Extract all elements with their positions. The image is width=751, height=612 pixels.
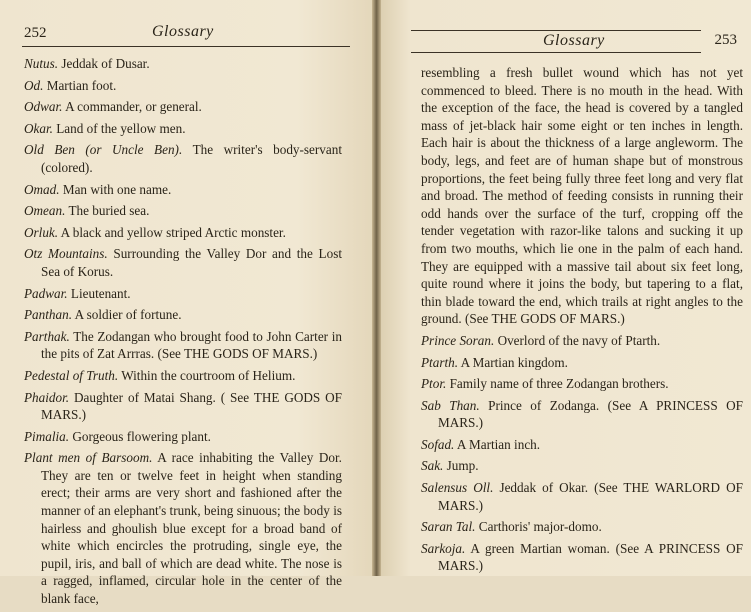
glossary-entry-continuation — [421, 64, 743, 328]
entry-term: Okar. — [24, 120, 53, 136]
entry-term: Phaidor. — [24, 389, 70, 405]
glossary-entry — [24, 98, 342, 116]
entry-term: Sarkoja. — [421, 540, 466, 556]
right-page-header — [415, 22, 737, 49]
glossary-entry — [421, 540, 743, 575]
entry-reference: (See A PRINCESS OF MARS.) — [438, 397, 743, 431]
entry-term: Saran Tal. — [421, 519, 476, 535]
entry-definition: resembling a fresh bullet wound which has not yet commenced to bleed. There is no mouth in the head. With the exception of the face, the head is covered by a tangled mass of jet-black hair some eight or ten inches in length. Each hair is about the thickness of a large angleworm. The body, legs, and feet are of human shape but of monstrous proportions, the feet being fully three feet long and very flat and broad. The method of feeding consists in running their odd hands over the surface of the turf, cropping off the tender vegetation with razor-like talons and sucking it up from two mouths, which lie one in the palm of each hand. They are equipped with a massive tail about six feet long, quite round where it joins the body, but tapering to a flat, thin blade toward the end, which trails at right angles to the ground. — [421, 65, 743, 327]
entry-definition: Land of the yellow men. — [56, 120, 186, 136]
entry-definition: Daughter of Matai Shang. — [73, 389, 216, 405]
glossary-entry — [421, 457, 743, 475]
entry-term: Omean. — [24, 203, 66, 219]
glossary-entry — [421, 518, 743, 536]
glossary-entry — [24, 285, 342, 303]
right-entries — [421, 64, 743, 579]
entry-term: Sofad. — [421, 436, 455, 452]
glossary-entry — [421, 479, 743, 514]
entry-term: Omad. — [24, 181, 60, 197]
entry-definition: Jump. — [446, 458, 479, 474]
entry-definition: A race inhabiting the Valley Dor. They are ten or twelve feet in height when standing erect; their arms are very short and fashioned after the manner of an elephant's trunk, being sinuous; the body is hairless and ghoulish blue except for a broad band of white which encircles the protruding, single eye, the pupil, iris, and ball of which are dead white. The nose is a ragged, inflamed, circular hole in the center of the blank face, — [41, 450, 342, 607]
entry-term: Nutus. — [24, 56, 59, 71]
book-gutter — [372, 0, 381, 576]
entry-term: Pedestal of Truth. — [24, 367, 119, 383]
entry-definition: The buried sea. — [68, 203, 150, 219]
entry-definition: Prince of Zodanga. — [488, 397, 600, 413]
glossary-entry — [24, 120, 342, 138]
entry-term: Od. — [24, 77, 44, 93]
entry-reference: (See THE GODS OF MARS.) — [464, 311, 625, 327]
entry-term: Ptarth. — [421, 354, 458, 370]
entry-reference: (See THE WARLORD OF MARS.) — [438, 480, 744, 513]
entry-definition: A soldier of fortune. — [74, 307, 182, 323]
entry-definition: Martian foot. — [46, 77, 117, 93]
entry-term: Plant men of Barsoom. — [24, 450, 153, 466]
entry-definition: The writer's body-servant (colored). — [41, 142, 342, 175]
entry-reference: ( See THE GODS OF MARS.) — [41, 389, 343, 423]
entry-definition: Within the courtroom of Helium. — [121, 367, 296, 383]
entry-definition: Gorgeous flowering plant. — [72, 428, 211, 444]
glossary-entry — [24, 224, 342, 242]
glossary-entry — [24, 202, 342, 220]
glossary-entry — [24, 328, 342, 363]
entry-definition: The Zodangan who brought food to John Carter in the pits of Zat Arrras. — [41, 328, 342, 362]
entry-definition: Family name of three Zodangan brothers. — [449, 376, 669, 392]
entry-term: Odwar. — [24, 99, 63, 115]
entry-definition: Jeddak of Dusar. — [61, 56, 150, 71]
glossary-entry — [24, 306, 342, 324]
entry-term: Pimalia. — [24, 428, 70, 444]
glossary-entry — [421, 397, 743, 432]
left-entries — [24, 55, 342, 612]
entry-term: Old Ben (or Uncle Ben). — [24, 142, 183, 158]
glossary-entry — [421, 375, 743, 393]
header-rule — [22, 46, 350, 47]
entry-definition: Man with one name. — [62, 181, 172, 197]
glossary-entry — [24, 367, 342, 385]
glossary-entry — [24, 428, 342, 446]
entry-term: Orluk. — [24, 224, 59, 240]
glossary-entry — [421, 332, 743, 350]
entry-definition: Lieutenant. — [70, 285, 131, 301]
entry-definition: A black and yellow striped Arctic monster. — [60, 224, 286, 240]
left-page-header — [24, 22, 349, 44]
entry-term: Ptor. — [421, 376, 447, 392]
entry-definition: Overlord of the navy of Ptarth. — [497, 332, 661, 348]
entry-term: Otz Mountains. — [24, 246, 108, 262]
right-page — [381, 0, 751, 576]
entry-definition: Surrounding the Valley Dor and the Lost Sea of Korus. — [41, 246, 342, 279]
entry-term: Parthak. — [24, 328, 70, 344]
entry-term: Panthan. — [24, 307, 72, 323]
glossary-entry — [24, 389, 342, 424]
glossary-entry — [24, 55, 342, 73]
entry-definition: A Martian kingdom. — [460, 354, 568, 370]
left-page — [0, 0, 372, 607]
glossary-entry — [24, 245, 342, 280]
header-rule-bottom — [411, 52, 701, 53]
left-page-title: Glossary — [152, 23, 214, 40]
entry-term: Sab Than. — [421, 397, 480, 413]
entry-reference: (See THE GODS OF MARS.) — [157, 346, 318, 362]
entry-term: Sak. — [421, 458, 444, 474]
left-page-number: 252 — [24, 25, 47, 41]
glossary-entry — [24, 181, 342, 199]
entry-definition: A Martian inch. — [456, 436, 541, 452]
entry-term: Padwar. — [24, 285, 68, 301]
entry-term: Prince Soran. — [421, 332, 495, 348]
entry-definition: A green Martian woman. — [470, 540, 610, 556]
entry-definition: A commander, or general. — [65, 99, 202, 115]
entry-term: Salensus Oll. — [421, 480, 494, 496]
right-page-title: Glossary — [543, 32, 605, 49]
glossary-entry — [421, 354, 743, 372]
right-page-number: 253 — [714, 32, 737, 48]
entry-definition: Carthoris' major-domo. — [478, 519, 602, 535]
glossary-entry — [24, 141, 342, 176]
glossary-entry — [421, 436, 743, 454]
glossary-entry — [24, 449, 342, 607]
entry-reference: (See A PRINCESS OF MARS.) — [438, 540, 743, 574]
glossary-entry — [24, 77, 342, 95]
entry-definition: Jeddak of Okar. — [499, 480, 589, 496]
